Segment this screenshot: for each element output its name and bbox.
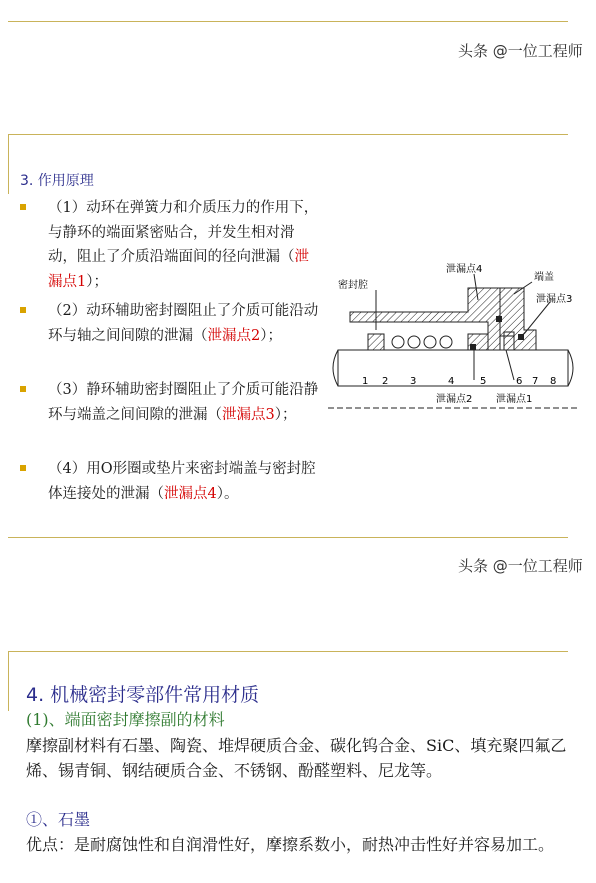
label-num-7: 7 [532, 376, 539, 387]
leak-label: 泄漏点4 [164, 485, 217, 502]
label-leak4: 泄漏点4 [446, 264, 483, 275]
mechanical-seal-diagram [328, 260, 580, 410]
watermark-2: 头条 @一位工程师 [458, 557, 583, 575]
stationary-ring [504, 332, 514, 350]
bullet-text: （1）动环在弹簧力和介质压力的作用下，与静环的端面紧密贴合，并发生相对滑动，阻止了介质沿端面间的径向泄漏（ [48, 200, 319, 265]
bullet-tail: ）； [274, 406, 297, 423]
bullet-text: （3）静环辅助密封圈阻止了介质可能沿静环与端盖之间间隙的泄漏（ [48, 382, 319, 423]
label-leak2: 泄漏点2 [436, 394, 473, 405]
leak-label: 泄漏点3 [222, 406, 275, 423]
shaft-right-break [568, 350, 573, 386]
slide3-bottom-border [8, 537, 568, 538]
label-num-5: 5 [480, 376, 487, 387]
bullet-tail: ）。 [216, 485, 239, 502]
label-num-8: 8 [550, 376, 557, 387]
bullet-tail: ）； [86, 273, 108, 290]
label-num-2: 2 [382, 376, 389, 387]
watermark-1: 头条 @一位工程师 [458, 42, 583, 60]
slide4-left-border [8, 651, 9, 711]
bullet-3 [20, 378, 320, 453]
bullet-4 [20, 457, 320, 509]
rotating-ring [368, 334, 384, 350]
label-seal-chamber: 密封腔 [338, 280, 368, 291]
leak-label: 泄漏点2 [207, 327, 261, 344]
label-num-1: 1 [362, 376, 369, 387]
label-leak3: 泄漏点3 [536, 294, 573, 305]
label-num-3: 3 [410, 376, 417, 387]
label-end-cover: 端盖 [534, 272, 554, 283]
section-title-4: 4. 机械密封零部件常用材质 [26, 684, 260, 706]
label-num-6: 6 [516, 376, 523, 387]
slide4-top-border [8, 651, 568, 652]
slide3-top-border [8, 134, 568, 135]
bullet-tail: ）； [260, 327, 282, 344]
graphite-heading: ①、石墨 [26, 810, 91, 829]
bullet-marker [20, 386, 26, 392]
top-divider [8, 21, 568, 22]
bullet-1 [20, 196, 320, 296]
shaft-left-break [333, 350, 338, 386]
label-num-4: 4 [448, 376, 455, 387]
subsection-title: (1)、端面密封摩擦副的材料 [26, 710, 225, 729]
materials-paragraph: 摩擦副材料有石墨、陶瓷、堆焊硬质合金、碳化钨合金、SiC、填充聚四氟乙烯、锡青铜、钢结硬质合金、不锈钢、酚醛塑料、尼龙等。 [26, 736, 567, 780]
label-leak1: 泄漏点1 [496, 394, 533, 405]
bullet-marker [20, 204, 26, 210]
bullet-marker [20, 465, 26, 471]
bullet-2 [20, 299, 320, 374]
bullet-marker [20, 307, 26, 313]
bullet-text: （4）用O形圈或垫片来密封端盖与密封腔体连接处的泄漏（ [48, 461, 316, 502]
graphite-paragraph: 优点：是耐腐蚀性和自润滑性好，摩擦系数小，耐热冲击性好并容易加工。 [26, 835, 555, 854]
section-title-3: 3. 作用原理 [20, 173, 94, 189]
bullet-text: （2）动环辅助密封圈阻止了介质可能沿动环与轴之间间隙的泄漏（ [48, 303, 319, 344]
leak-label: 泄漏点1 [48, 249, 309, 290]
slide3-left-border [8, 134, 9, 194]
